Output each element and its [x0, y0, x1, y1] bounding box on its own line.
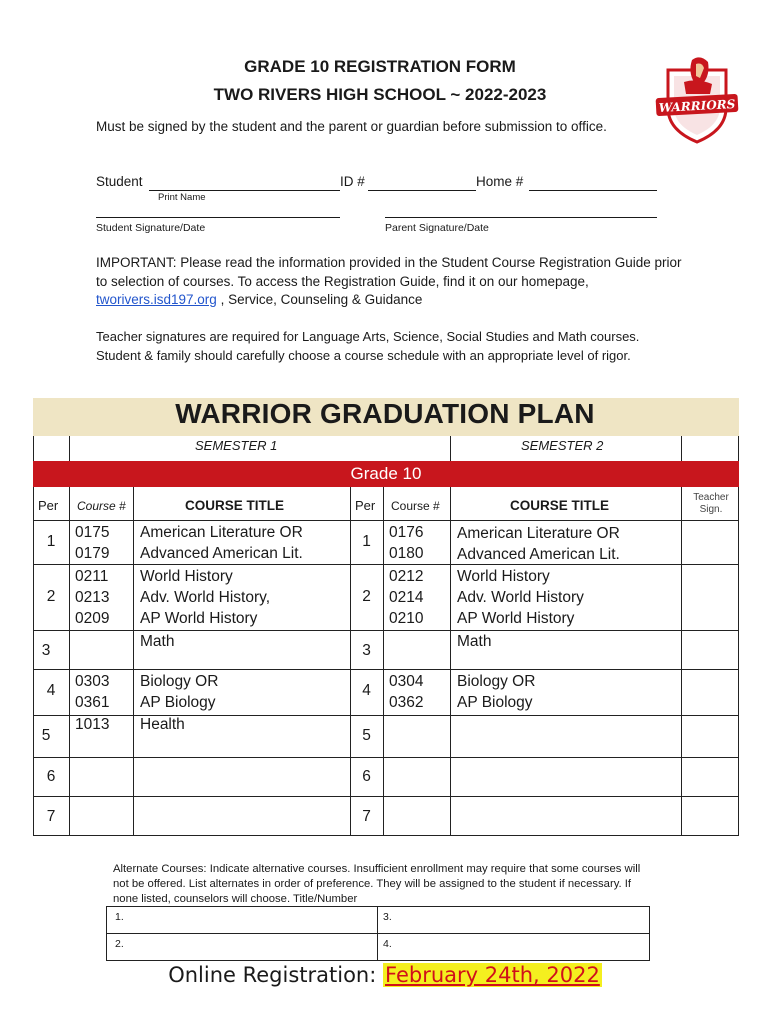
course-titles-p3-s1[interactable]: Math: [140, 633, 175, 650]
alternate-slot-1[interactable]: 1.: [115, 911, 124, 923]
col-course-title-2: COURSE TITLE: [510, 498, 610, 513]
teacher-signature-note: Teacher signatures are required for Language Arts, Science, Social Studies and Math courses. Student & family should carefully choose a course schedule with an appropriate level of rigor.: [96, 329, 640, 363]
student-signature-field[interactable]: [96, 217, 340, 218]
online-registration-date: February 24th, 2022: [385, 963, 600, 987]
period-1-s1: 1: [46, 533, 56, 550]
col-per-1: Per: [38, 498, 59, 513]
semester-2-label: SEMESTER 2: [521, 438, 604, 453]
course-titles-p1-s2[interactable]: American Literature OR Advanced American Lit.: [457, 525, 620, 563]
course-titles-p4-s1[interactable]: Biology OR AP Biology: [140, 673, 219, 711]
alternate-courses-note: Alternate Courses: Indicate alternative courses. Insufficient enrollment may require that some courses will not be offered. List alternates in order of preference. They will be assigned to the student if necessary. If none listed, counselors will choose. Title/Number: [113, 863, 641, 905]
id-label: ID #: [340, 174, 365, 189]
grade-bar: Grade 10: [33, 461, 739, 487]
home-field[interactable]: [529, 190, 657, 191]
student-name-field[interactable]: [149, 190, 340, 191]
course-numbers-p5-s1[interactable]: 1013: [75, 716, 110, 733]
svg-text:WARRIORS: WARRIORS: [658, 97, 736, 115]
plan-title: WARRIOR GRADUATION PLAN: [175, 398, 595, 429]
period-6-s1: 6: [46, 768, 56, 785]
important-text: IMPORTANT: Please read the information provided in the Student Course Registration Guide prior to selection of courses. To access the Registration Guide, find it on our homepage,: [96, 255, 682, 289]
period-2-s2: 2: [362, 588, 371, 605]
col-per-2: Per: [355, 498, 376, 513]
period-7-s1: 7: [46, 808, 56, 825]
col-course-num-2: Course #: [391, 499, 440, 513]
student-signature-label: Student Signature/Date: [96, 222, 206, 234]
print-name-hint: Print Name: [158, 192, 206, 203]
period-4-s2: 4: [362, 682, 371, 699]
course-numbers-p4-s1[interactable]: 0303 0361: [75, 673, 110, 711]
period-5-s2: 5: [362, 727, 371, 744]
parent-signature-field[interactable]: [385, 217, 657, 218]
period-6-s2: 6: [362, 768, 371, 785]
warriors-logo-icon: [650, 52, 744, 144]
course-titles-p2-s2[interactable]: World History Adv. World History AP World History: [457, 568, 584, 627]
parent-signature-label: Parent Signature/Date: [385, 222, 489, 234]
course-titles-p3-s2[interactable]: Math: [457, 633, 492, 650]
period-1-s2: 1: [362, 533, 371, 550]
id-field[interactable]: [368, 190, 476, 191]
period-5-s1: 5: [41, 727, 51, 744]
online-registration-colon: :: [369, 963, 384, 987]
course-numbers-p1-s1[interactable]: 0175 0179: [75, 524, 110, 562]
semester-1-label: SEMESTER 1: [195, 438, 278, 453]
course-titles-p1-s1[interactable]: American Literature OR Advanced American Lit.: [140, 524, 303, 562]
form-title: GRADE 10 REGISTRATION FORM: [244, 57, 516, 76]
course-numbers-p1-s2[interactable]: 0176 0180: [389, 524, 424, 562]
online-registration-label: Online Registration: [168, 963, 370, 987]
period-7-s2: 7: [362, 808, 371, 825]
alternate-slot-4[interactable]: 4.: [383, 938, 392, 950]
course-numbers-p2-s2[interactable]: 0212 0214 0210: [389, 568, 424, 627]
home-label: Home #: [476, 174, 524, 189]
col-course-num-1: Course #: [77, 499, 126, 513]
signature-note: Must be signed by the student and the parent or guardian before submission to office.: [96, 119, 607, 134]
course-numbers-p2-s1[interactable]: 0211 0213 0209: [75, 568, 110, 627]
period-2-s1: 2: [46, 588, 56, 605]
alternate-courses-table: [106, 906, 650, 961]
course-titles-p4-s2[interactable]: Biology OR AP Biology: [457, 673, 536, 711]
period-4-s1: 4: [46, 682, 56, 699]
online-registration: [0, 963, 770, 987]
school-title: TWO RIVERS HIGH SCHOOL ~ 2022-2023: [213, 85, 547, 104]
period-3-s1: 3: [41, 642, 51, 659]
registration-guide-link[interactable]: tworivers.isd197.org: [96, 292, 217, 307]
alternate-slot-2[interactable]: 2.: [115, 938, 124, 950]
col-teacher-sign: Teacher Sign.: [693, 492, 729, 515]
student-label: Student: [96, 174, 143, 189]
col-course-title-1: COURSE TITLE: [185, 498, 285, 513]
course-titles-p2-s1[interactable]: World History Adv. World History, AP World History: [140, 568, 271, 627]
course-numbers-p4-s2[interactable]: 0304 0362: [389, 673, 424, 711]
important-note: [96, 254, 686, 310]
period-3-s2: 3: [362, 642, 371, 659]
course-titles-p5-s1[interactable]: Health: [140, 716, 185, 733]
graduation-plan-table: [33, 436, 739, 836]
alternate-slot-3[interactable]: 3.: [383, 911, 392, 923]
important-text-after: , Service, Counseling & Guidance: [216, 292, 423, 307]
